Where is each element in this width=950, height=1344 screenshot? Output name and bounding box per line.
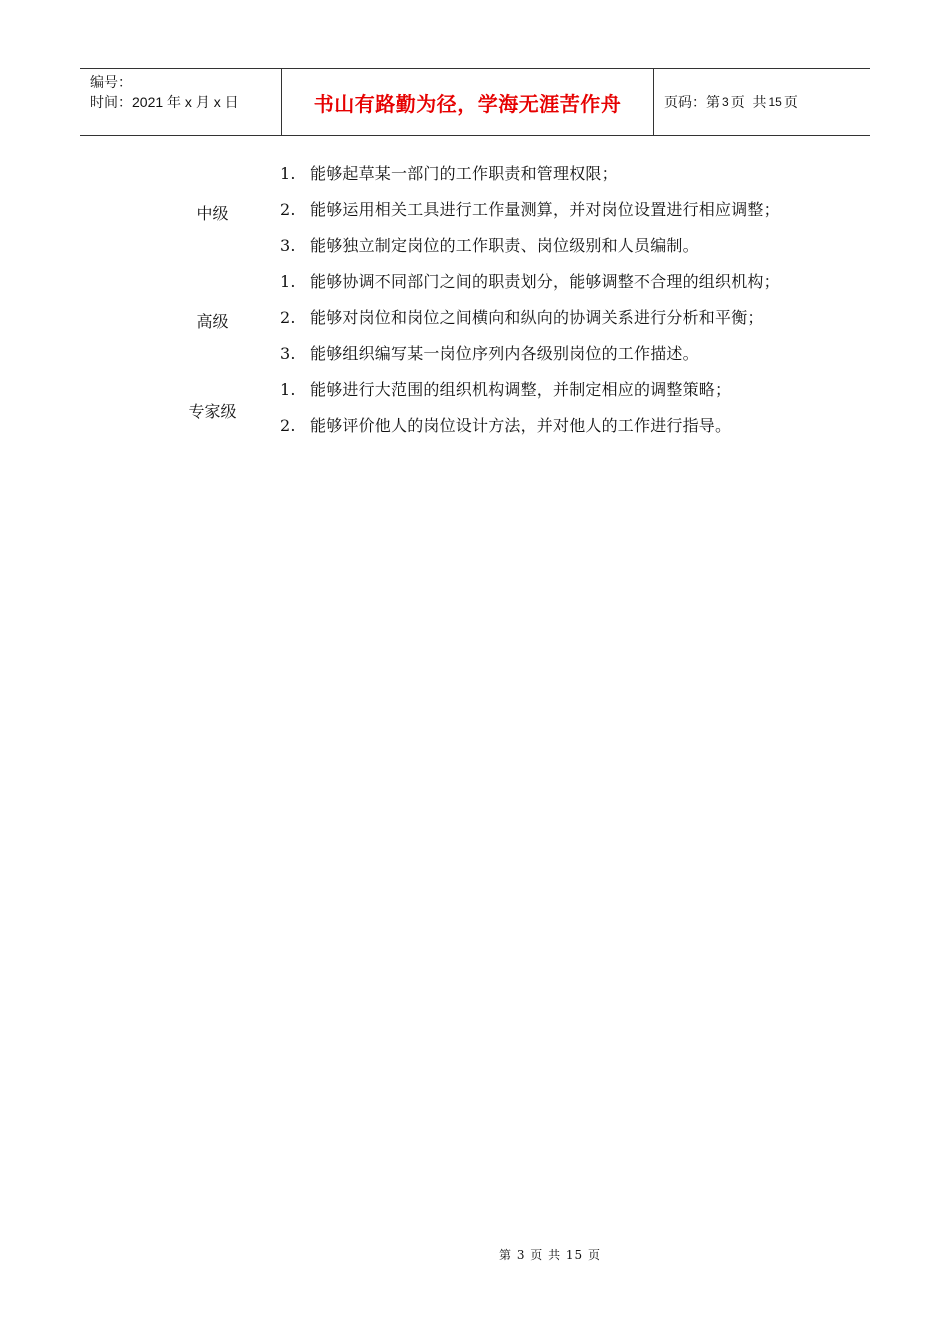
header-meta bbox=[80, 69, 282, 135]
page-total: 15 bbox=[768, 95, 782, 109]
item-number: 3. bbox=[280, 236, 296, 255]
list-item bbox=[280, 341, 699, 364]
item-number: 2. bbox=[280, 308, 296, 327]
item-text: 能够评价他人的岗位设计方法，并对他人的工作进行指导。 bbox=[310, 416, 732, 435]
level-label-advanced: 高级 bbox=[196, 312, 229, 331]
item-number: 2. bbox=[280, 200, 296, 219]
page-footer bbox=[0, 1246, 950, 1263]
document-number-label: 编号： bbox=[90, 74, 132, 90]
list-item bbox=[280, 413, 731, 436]
document-time-label: 时间：2021 年 x 月 x 日 bbox=[90, 94, 239, 110]
item-number: 1. bbox=[280, 272, 296, 291]
item-number: 1. bbox=[280, 380, 296, 399]
item-number: 3. bbox=[280, 344, 296, 363]
level-label-expert: 专家级 bbox=[188, 402, 237, 421]
level-label-intermediate: 中级 bbox=[196, 204, 229, 223]
list-item bbox=[280, 305, 764, 328]
list-item bbox=[280, 377, 731, 400]
list-item bbox=[280, 197, 780, 220]
item-text: 能够独立制定岗位的工作职责、岗位级别和人员编制。 bbox=[310, 236, 699, 255]
item-text: 能够起草某一部门的工作职责和管理权限； bbox=[310, 164, 618, 183]
item-number: 1. bbox=[280, 164, 296, 183]
list-item bbox=[280, 269, 780, 292]
page-header bbox=[80, 68, 870, 136]
page-mid: 页 共 bbox=[730, 94, 767, 110]
item-text: 能够协调不同部门之间的职责划分，能够调整不合理的组织机构； bbox=[310, 272, 780, 291]
header-motto: 书山有路勤为径，学海无涯苦作舟 bbox=[282, 69, 654, 135]
page-suffix: 页 bbox=[783, 94, 798, 110]
item-text: 能够对岗位和岗位之间横向和纵向的协调关系进行分析和平衡； bbox=[310, 308, 764, 327]
header-page-info bbox=[654, 69, 870, 135]
page-prefix: 页码：第 bbox=[664, 94, 720, 110]
list-item bbox=[280, 161, 618, 184]
list-item bbox=[280, 233, 699, 256]
item-text: 能够组织编写某一岗位序列内各级别岗位的工作描述。 bbox=[310, 344, 699, 363]
footer-page-number: 第 3 页 共 15 页 bbox=[499, 1248, 601, 1262]
page-current: 3 bbox=[722, 95, 729, 109]
item-number: 2. bbox=[280, 416, 296, 435]
item-text: 能够运用相关工具进行工作量测算，并对岗位设置进行相应调整； bbox=[310, 200, 780, 219]
item-text: 能够进行大范围的组织机构调整，并制定相应的调整策略； bbox=[310, 380, 732, 399]
